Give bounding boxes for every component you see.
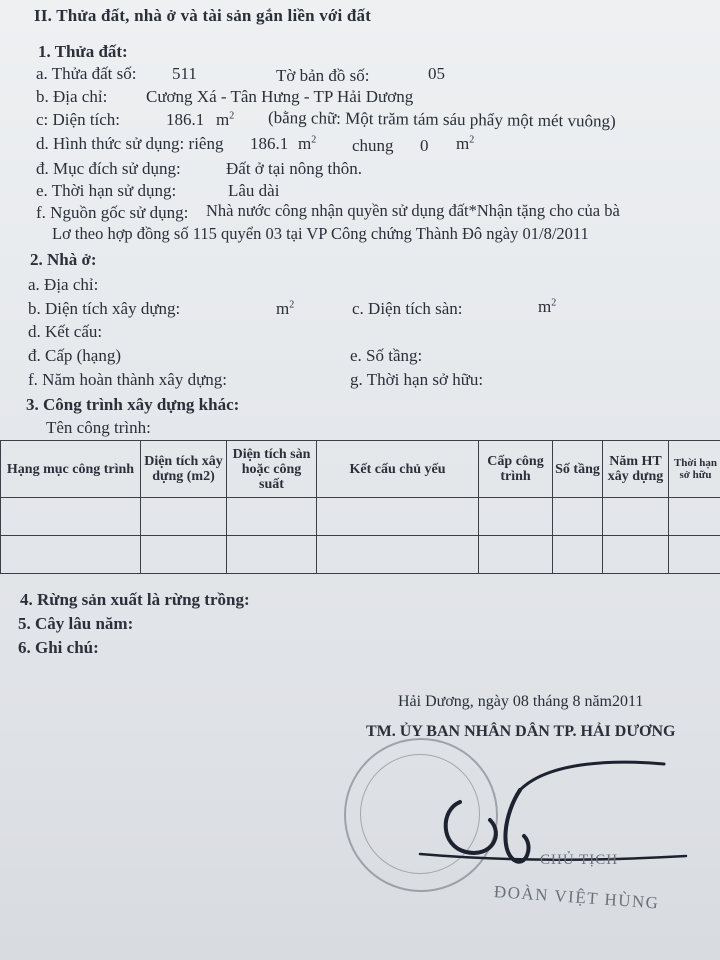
- house-heading: 2. Nhà ở:: [30, 250, 97, 269]
- column-header: Diện tích xây dựng (m2): [141, 441, 227, 498]
- signer-name: ĐOÀN VIỆT HÙNG: [493, 882, 661, 913]
- floor-area-unit: $m^2$: [538, 297, 557, 316]
- works-name-label: Tên công trình:: [46, 418, 151, 437]
- structure-label: d. Kết cấu:: [28, 322, 103, 341]
- purpose-label: đ. Mục đích sử dụng:: [36, 159, 181, 178]
- column-header: Diện tích sàn hoặc công suất: [227, 441, 317, 498]
- land-heading: 1. Thửa đất:: [38, 42, 128, 61]
- grade-label: đ. Cấp (hạng): [28, 346, 122, 365]
- term-value: Lâu dài: [228, 181, 280, 200]
- ownership-term-label: g. Thời hạn sở hữu:: [350, 370, 484, 389]
- map-sheet-number: 05: [428, 64, 445, 83]
- table-cell: [669, 536, 720, 574]
- build-area-unit: $m^2$: [276, 299, 295, 318]
- issue-date-line: Hải Dương, ngày 08 tháng 8 năm2011: [398, 693, 644, 710]
- table-cell: [479, 536, 553, 574]
- house-address-label: a. Địa chỉ:: [28, 275, 99, 294]
- column-header: Năm HT xây dựng: [603, 441, 669, 498]
- other-works-table: [0, 440, 720, 574]
- table-cell: [141, 536, 227, 574]
- table-cell: [227, 536, 317, 574]
- area-value: 186.1: [166, 110, 205, 129]
- issuing-authority: TM. ỦY BAN NHÂN DÂN TP. HẢI DƯƠNG: [366, 723, 676, 740]
- usage-common-label: chung: [352, 136, 394, 155]
- column-header: Kết cấu chủ yếu: [317, 441, 479, 498]
- section-title: II. Thửa đất, nhà ở và tài sản gắn liền với đất: [34, 6, 372, 25]
- table-header-row: [1, 441, 720, 498]
- table-cell: [603, 498, 669, 536]
- area-unit: $m^2$: [216, 110, 235, 129]
- table-cell: [141, 498, 227, 536]
- floor-area-label: c. Diện tích sàn:: [352, 299, 463, 318]
- parcel-label: a. Thửa đất số:: [36, 64, 137, 83]
- usage-private-value: 186.1: [250, 134, 289, 153]
- table-cell: [1, 498, 141, 536]
- column-header: Hạng mục công trình: [1, 441, 141, 498]
- signer-position: CHỦ TỊCH: [540, 852, 619, 868]
- usage-form-label: d. Hình thức sử dụng: riêng: [36, 134, 224, 153]
- other-works-heading: 3. Công trình xây dựng khác:: [26, 395, 240, 414]
- usage-common-value: 0: [420, 136, 429, 155]
- area-label: c: Diện tích:: [36, 110, 121, 129]
- table-cell: [317, 498, 479, 536]
- floors-label: e. Số tầng:: [350, 346, 423, 365]
- term-label: e. Thời hạn sử dụng:: [36, 181, 177, 200]
- notes-heading: 6. Ghi chú:: [18, 638, 99, 657]
- completion-year-label: f. Năm hoàn thành xây dựng:: [28, 370, 228, 389]
- column-header: Cấp công trình: [479, 441, 553, 498]
- build-area-label: b. Diện tích xây dựng:: [28, 299, 181, 318]
- table-cell: [553, 498, 603, 536]
- origin-line-2: Lơ theo hợp đồng số 115 quyển 03 tại VP Công chứng Thành Đô ngày 01/8/2011: [52, 224, 589, 243]
- perennial-heading: 5. Cây lâu năm:: [18, 614, 134, 633]
- address-label: b. Địa chỉ:: [36, 87, 108, 106]
- map-sheet-label: Tờ bản đồ số:: [276, 66, 370, 85]
- table-cell: [1, 536, 141, 574]
- usage-common-unit: $m^2$: [456, 134, 475, 153]
- table-row: [1, 536, 720, 574]
- purpose-value: Đất ở tại nông thôn.: [226, 159, 362, 178]
- table-row: [1, 498, 720, 536]
- table-cell: [669, 498, 720, 536]
- area-in-words: (bằng chữ: Một trăm tám sáu phẩy một mét vuông): [267, 108, 616, 131]
- address-value: Cương Xá - Tân Hưng - TP Hải Dương: [146, 87, 414, 106]
- parcel-number: 511: [172, 64, 197, 83]
- origin-line-1: Nhà nước công nhận quyền sử dụng đất*Nhận tặng cho của bà: [206, 201, 620, 220]
- column-header: Số tầng: [553, 441, 603, 498]
- table-cell: [227, 498, 317, 536]
- table-cell: [553, 536, 603, 574]
- column-header: Thời hạn sở hữu: [669, 441, 720, 498]
- table-cell: [317, 536, 479, 574]
- table-cell: [479, 498, 553, 536]
- usage-private-unit: $m^2$: [298, 134, 317, 153]
- forest-heading: 4. Rừng sản xuất là rừng trồng:: [20, 590, 250, 609]
- origin-label: f. Nguồn gốc sử dụng:: [36, 203, 189, 222]
- table-cell: [603, 536, 669, 574]
